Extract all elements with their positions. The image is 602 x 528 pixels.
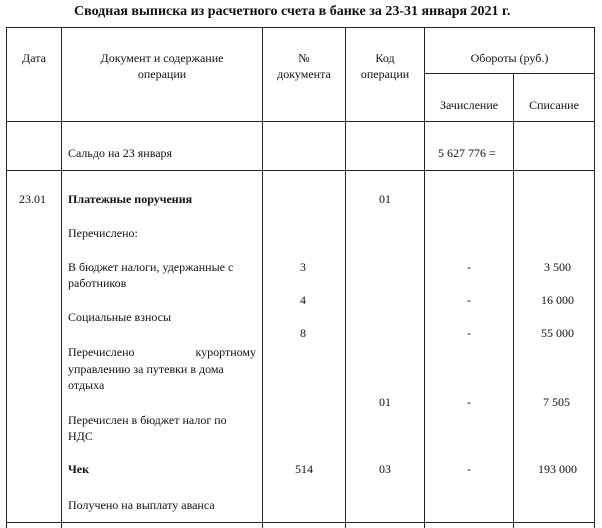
second-credit: - [467, 293, 471, 307]
vat-line1: Перечислен в бюджет налог по [68, 413, 227, 427]
header-date: Дата [22, 51, 46, 65]
taxes-line1: В бюджет налоги, удержанные с [68, 260, 234, 274]
second-number: 4 [300, 293, 306, 307]
table-border-top [6, 27, 595, 28]
header-credit: Зачисление [439, 98, 499, 112]
header-number-line2: документа [277, 67, 331, 81]
check-number: 514 [295, 462, 313, 476]
column-divider [262, 27, 263, 528]
balance-credit: 5 627 776 = [438, 146, 496, 160]
header-turnover: Обороты (руб.) [470, 51, 549, 65]
check-credit: - [467, 462, 471, 476]
header-number-line1: № [298, 51, 310, 65]
social-label: Социальные взносы [68, 310, 172, 324]
taxes-line2: работников [68, 276, 127, 290]
check-code: 03 [379, 462, 391, 476]
resort-line3: отдыха [68, 378, 105, 392]
resort-line2: управлению за путевки в дома [68, 362, 224, 376]
taxes-number: 3 [300, 260, 306, 274]
second-debit: 16 000 [541, 293, 574, 307]
balance-row-border [6, 170, 595, 171]
table-border-left [6, 27, 7, 528]
resort-line1-end: курортному [195, 345, 256, 359]
vat-credit: - [467, 395, 471, 409]
column-divider [345, 27, 346, 528]
social-number: 8 [300, 326, 306, 340]
payment-orders-code: 01 [379, 192, 391, 206]
taxes-credit: - [467, 260, 471, 274]
vat-code: 01 [379, 395, 391, 409]
advance-label: Получено на выплату аванса [68, 498, 215, 512]
check-label: Чек [68, 462, 90, 476]
taxes-debit: 3 500 [544, 260, 571, 274]
turnover-subheader-divider [424, 73, 595, 74]
table-border-right [594, 27, 595, 528]
page-title: Сводная выписка из расчетного счета в банке за 23-31 января 2021 г. [74, 4, 511, 19]
balance-label: Сальдо на 23 января [68, 146, 173, 160]
header-code-line1: Код [375, 51, 395, 65]
column-divider [61, 27, 62, 528]
vat-line2: НДС [68, 429, 93, 443]
header-document-line1: Документ и содержание [100, 51, 224, 65]
resort-line1-start: Перечислено [68, 345, 135, 359]
vat-debit: 7 505 [543, 395, 570, 409]
header-bottom-border [6, 121, 595, 122]
header-debit: Списание [529, 98, 579, 112]
payment-orders-label: Платежные поручения [68, 192, 193, 206]
check-debit: 193 000 [538, 462, 577, 476]
table-border-bottom [6, 522, 595, 523]
header-code-line2: операции [360, 67, 410, 81]
row-date: 23.01 [19, 192, 46, 206]
social-credit: - [467, 326, 471, 340]
header-document-line2: операции [137, 67, 187, 81]
transferred-label: Перечислено: [68, 226, 138, 240]
social-debit: 55 000 [541, 326, 574, 340]
